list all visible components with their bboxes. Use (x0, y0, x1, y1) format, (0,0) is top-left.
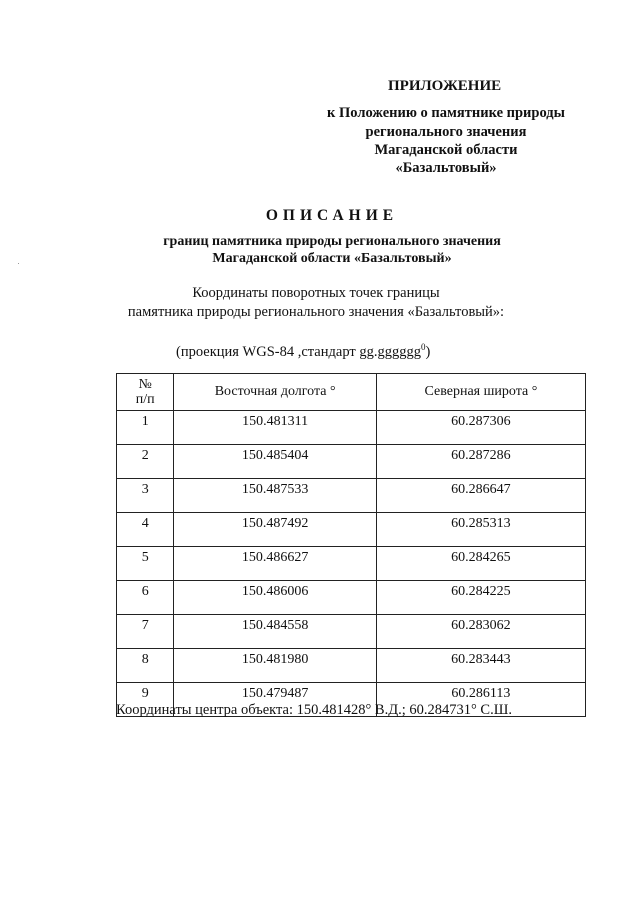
latitude-value: 60.285313 (376, 513, 585, 547)
longitude-value: 150.481311 (174, 411, 376, 445)
coordinates-table (116, 373, 586, 717)
table-header-row (117, 374, 586, 411)
header-number (117, 374, 174, 411)
longitude-value: 150.486627 (174, 547, 376, 581)
projection-superscript: 0 (420, 342, 426, 352)
point-number: 7 (117, 615, 174, 649)
point-number: 8 (117, 649, 174, 683)
projection-close: ) (425, 343, 431, 360)
longitude-value: 150.486006 (174, 581, 376, 615)
point-number: 3 (117, 479, 174, 513)
appendix-line-3: Магаданской области (374, 142, 518, 158)
document-title: ОПИСАНИЕ (265, 207, 399, 224)
point-number: 2 (117, 445, 174, 479)
header-number-symbol: № (138, 376, 152, 392)
projection-note (176, 342, 430, 361)
table-row (117, 547, 586, 581)
table-row (117, 445, 586, 479)
appendix-line-1: к Положению о памятнике природы (327, 105, 565, 121)
longitude-value: 150.479487 (174, 683, 376, 717)
table-row (117, 649, 586, 683)
latitude-value: 60.283062 (376, 615, 585, 649)
point-number: 5 (117, 547, 174, 581)
intro-line-2: памятника природы регионального значения «Базальтовый»: (127, 304, 505, 320)
header-longitude: Восточная долгота ° (174, 374, 376, 411)
appendix-line-4: «Базальтовый» (395, 160, 497, 176)
longitude-value: 150.484558 (174, 615, 376, 649)
longitude-value: 150.487492 (174, 513, 376, 547)
object-center-coordinates: Координаты центра объекта: 150.481428° В.Д.; 60.284731° С.Ш. (116, 702, 512, 718)
projection-text: (проекция WGS-84 ,стандарт gg.gggggg (176, 343, 421, 360)
header-latitude: Северная широта ° (376, 374, 585, 411)
longitude-value: 150.487533 (174, 479, 376, 513)
latitude-value: 60.286113 (376, 683, 585, 717)
latitude-value: 60.284225 (376, 581, 585, 615)
longitude-value: 150.485404 (174, 445, 376, 479)
latitude-value: 60.287306 (376, 411, 585, 445)
appendix-line-2: регионального значения (365, 124, 527, 140)
point-number: 6 (117, 581, 174, 615)
table-row (117, 411, 586, 445)
table-row (117, 615, 586, 649)
scan-speck (18, 263, 19, 264)
header-number-abbr: п/п (135, 391, 155, 407)
point-number: 9 (117, 683, 174, 717)
subtitle-line-1: границ памятника природы регионального значения (163, 234, 501, 249)
intro-line-1: Координаты поворотных точек границы (192, 285, 440, 301)
latitude-value: 60.283443 (376, 649, 585, 683)
longitude-value: 150.481980 (174, 649, 376, 683)
subtitle-line-2: Магаданской области «Базальтовый» (212, 251, 452, 266)
point-number: 1 (117, 411, 174, 445)
appendix-heading: ПРИЛОЖЕНИЕ (388, 78, 502, 94)
latitude-value: 60.286647 (376, 479, 585, 513)
table-row (117, 581, 586, 615)
point-number: 4 (117, 513, 174, 547)
table-row (117, 479, 586, 513)
table-row (117, 513, 586, 547)
latitude-value: 60.284265 (376, 547, 585, 581)
latitude-value: 60.287286 (376, 445, 585, 479)
